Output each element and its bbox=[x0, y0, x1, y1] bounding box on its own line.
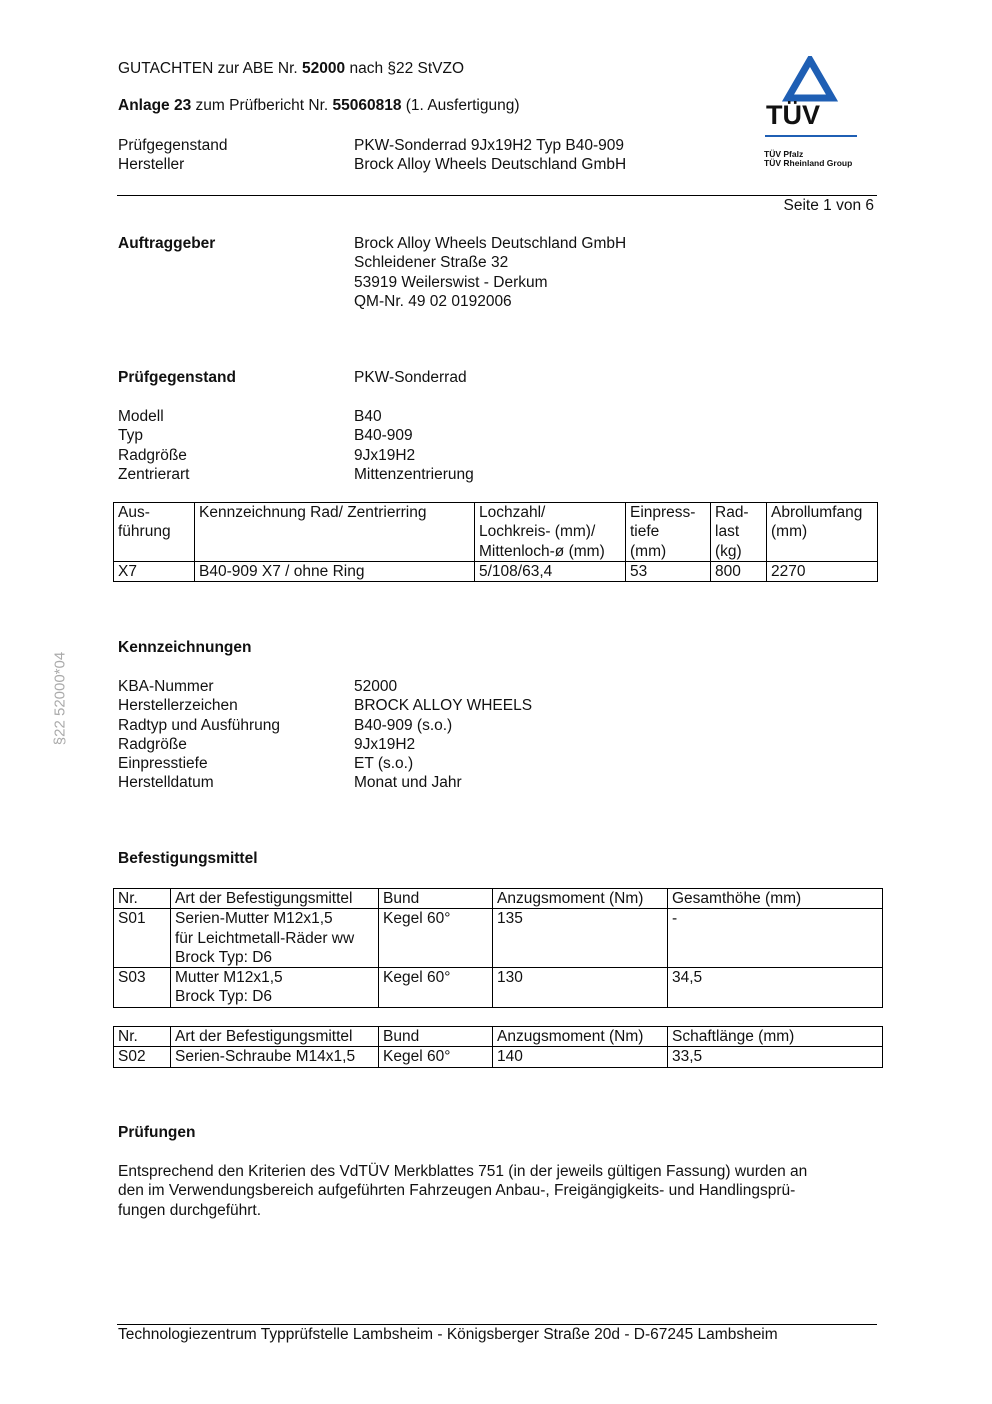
fasteners-table-bolts bbox=[113, 1026, 883, 1068]
page-number: Seite 1 von 6 bbox=[783, 197, 874, 214]
table-row: X7 B40-909 X7 / ohne Ring 5/108/63,4 53 800 2270 bbox=[114, 561, 878, 581]
fasteners-table-nuts bbox=[113, 888, 883, 1008]
markings-heading: Kennzeichnungen bbox=[118, 639, 252, 656]
logo-subtext: TÜV Pfalz TÜV Rheinland Group bbox=[764, 149, 853, 168]
variant-table bbox=[113, 502, 878, 582]
annex-line: Anlage 23 zum Prüfbericht Nr. 55060818 (1. Ausfertigung) bbox=[118, 97, 520, 114]
header-row: Prüfgegenstand PKW-Sonderrad 9Jx19H2 Typ B40-909 bbox=[118, 137, 624, 154]
header-info bbox=[118, 136, 626, 175]
tests-paragraph: Entsprechend den Kriterien des VdTÜV Merkblattes 751 (in der jeweils gültigen Fassung) wurden an den im Verwendungsbereich aufgeführten Fahrzeugen Anbau-, Freigängigkeits- und Handlingsprü- fungen durchgeführt. bbox=[118, 1163, 808, 1219]
fasteners-heading: Befestigungsmittel bbox=[118, 850, 258, 867]
side-label: §22 52000*04 bbox=[51, 651, 69, 746]
report-title: GUTACHTEN zur ABE Nr. 52000 nach §22 StVZO bbox=[118, 60, 465, 77]
table-header-row: Nr. Art der Befestigungsmittel Bund Anzugsmoment (Nm) Schaftlänge (mm) bbox=[114, 1027, 883, 1047]
tuev-logo bbox=[762, 56, 862, 176]
logo-text: TÜV bbox=[766, 100, 820, 130]
client-block: Auftraggeber Brock Alloy Wheels Deutschland GmbH Schleidener Straße 32 53919 Weilerswist - Derkum QM-Nr. 49 02 0192006 bbox=[118, 235, 627, 310]
table-header-row: Nr. Art der Befestigungsmittel Bund Anzugsmoment (Nm) Gesamthöhe (mm) bbox=[114, 889, 883, 909]
subject-details: Modell B40 Typ B40-909 Radgröße 9Jx19H2 Zentrierart Mittenzentrierung bbox=[118, 408, 474, 483]
table-header-row: Aus- führung Kennzeichnung Rad/ Zentrierring Lochzahl/ Lochkreis- (mm)/ Mittenloch-ø (mm) Einpress- tiefe (mm) Rad- last (kg) Abrollumfang (mm) bbox=[114, 503, 878, 562]
table-row: S03 Mutter M12x1,5 Brock Typ: D6 Kegel 60° 130 34,5 bbox=[114, 968, 883, 1008]
markings-list: KBA-Nummer 52000 Herstellerzeichen BROCK ALLOY WHEELS Radtyp und Ausführung B40-909 (s.o.) Radgröße 9Jx19H2 Einpresstiefe ET (s.o.) Herstelldatum Monat und Jahr bbox=[118, 678, 533, 792]
footer-address: Technologiezentrum Typprüfstelle Lambsheim - Königsberger Straße 20d - D-67245 Lambsheim bbox=[118, 1326, 778, 1343]
header-row: Hersteller Brock Alloy Wheels Deutschland GmbH bbox=[118, 156, 627, 174]
tests-heading: Prüfungen bbox=[118, 1124, 196, 1141]
subject-block: Prüfgegenstand PKW-Sonderrad bbox=[118, 369, 467, 386]
table-row: S01 Serien-Mutter M12x1,5 für Leichtmetall-Räder ww Brock Typ: D6 Kegel 60° 135 - bbox=[114, 909, 883, 968]
table-row: S02 Serien-Schraube M14x1,5 Kegel 60° 140 33,5 bbox=[114, 1047, 883, 1067]
header-divider bbox=[117, 195, 877, 196]
logo-rule bbox=[765, 135, 857, 137]
